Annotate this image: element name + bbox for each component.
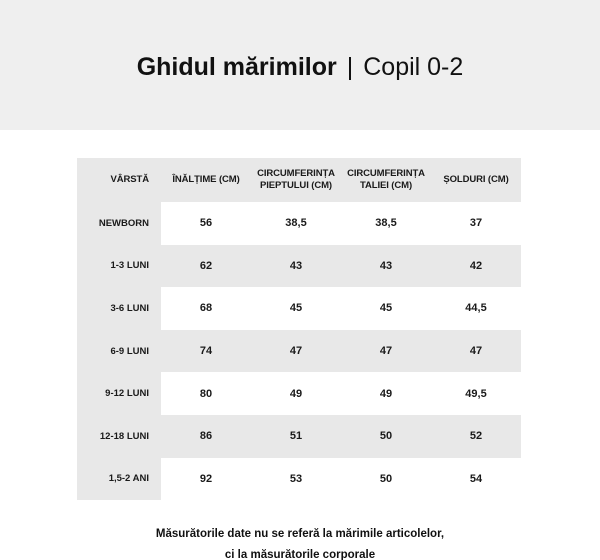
age-cell: 9-12 LUNI <box>105 388 149 400</box>
height-cell: 56 <box>199 217 213 230</box>
title-subtitle: Copil 0-2 <box>363 52 464 81</box>
footnote-line-1: Măsurătorile date nu se referă la mărimile articolelor, <box>155 528 445 540</box>
height-cell: 86 <box>199 430 213 443</box>
page-header <box>0 0 600 130</box>
table-row <box>77 372 521 415</box>
row-values <box>161 245 521 288</box>
age-cell: 6-9 LUNI <box>110 345 149 357</box>
age-cell: NEWBORN <box>98 217 149 229</box>
table-row <box>77 458 521 501</box>
table-header-row <box>77 158 521 202</box>
chest-cell: 51 <box>289 430 303 443</box>
table-row <box>77 202 521 245</box>
column-header-waist: CIRCUMFERINȚA TALIEI (CM) <box>347 168 425 191</box>
table-row <box>77 245 521 288</box>
hips-cell: 42 <box>469 259 483 272</box>
row-values <box>161 287 521 330</box>
footnote-line-2: ci la măsurătorile corporale <box>224 549 376 560</box>
chest-cell: 49 <box>289 387 303 400</box>
footnote <box>0 524 600 560</box>
chest-cell: 53 <box>289 472 303 485</box>
hips-cell: 49,5 <box>465 387 487 400</box>
hips-cell: 47 <box>469 345 483 358</box>
table-row <box>77 330 521 373</box>
row-values <box>161 415 521 458</box>
table-row <box>77 287 521 330</box>
title-main: Ghidul mărimilor <box>136 52 337 81</box>
height-cell: 62 <box>199 259 213 272</box>
waist-cell: 50 <box>379 430 393 443</box>
chest-cell: 43 <box>289 259 303 272</box>
age-cell: 12-18 LUNI <box>99 430 149 442</box>
row-values <box>161 372 521 415</box>
height-cell: 68 <box>199 302 213 315</box>
table-row <box>77 415 521 458</box>
height-cell: 92 <box>199 472 213 485</box>
hips-cell: 44,5 <box>465 302 487 315</box>
waist-cell: 47 <box>379 345 393 358</box>
height-cell: 74 <box>199 345 213 358</box>
chest-cell: 47 <box>289 345 303 358</box>
row-values <box>161 458 521 501</box>
age-cell: 1-3 LUNI <box>110 260 149 272</box>
age-cell: 1,5-2 ANI <box>108 473 149 485</box>
column-header-chest: CIRCUMFERINȚA PIEPTULUI (CM) <box>257 168 335 191</box>
waist-cell: 38,5 <box>375 217 397 230</box>
title-separator: | <box>346 52 354 81</box>
age-cell: 3-6 LUNI <box>110 302 149 314</box>
size-chart-table <box>77 158 521 500</box>
row-values <box>161 330 521 373</box>
waist-cell: 45 <box>379 302 393 315</box>
column-header-age: VÂRSTĂ <box>110 174 149 185</box>
chest-cell: 45 <box>289 302 303 315</box>
column-header-hips: ȘOLDURI (CM) <box>443 174 509 185</box>
chest-cell: 38,5 <box>285 217 307 230</box>
waist-cell: 50 <box>379 472 393 485</box>
height-cell: 80 <box>199 387 213 400</box>
hips-cell: 52 <box>469 430 483 443</box>
hips-cell: 37 <box>469 217 483 230</box>
row-values <box>161 202 521 245</box>
waist-cell: 49 <box>379 387 393 400</box>
hips-cell: 54 <box>469 472 483 485</box>
waist-cell: 43 <box>379 259 393 272</box>
page-title <box>137 53 464 82</box>
column-header-height: ÎNĂLȚIME (CM) <box>172 174 240 185</box>
